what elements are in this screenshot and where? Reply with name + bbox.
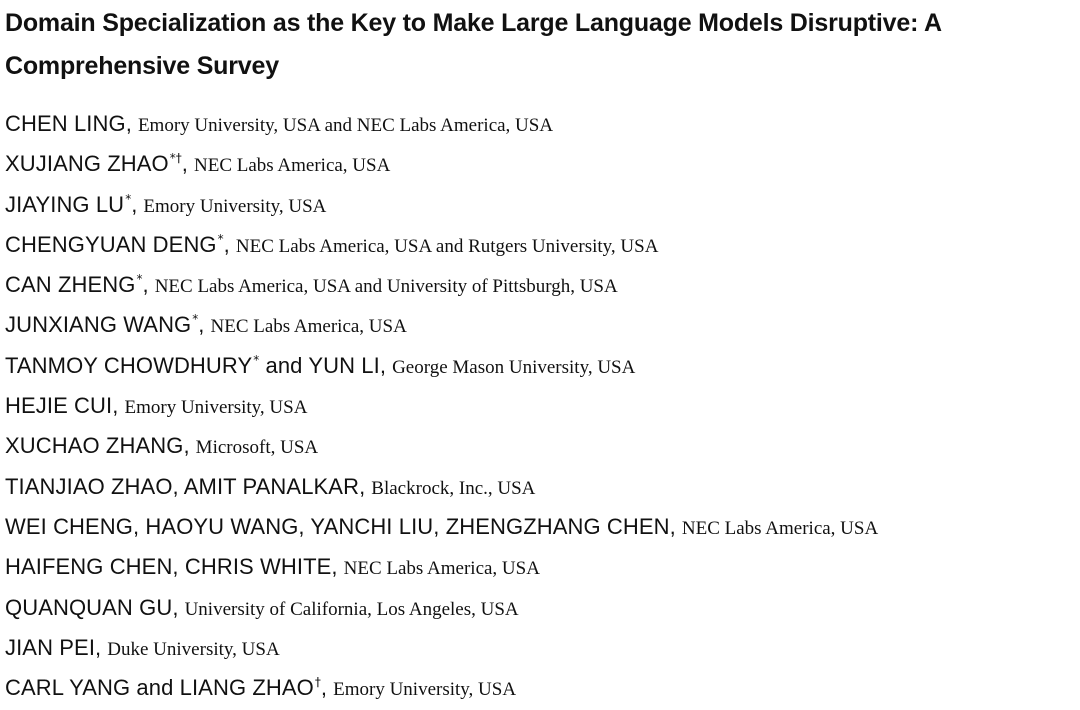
- author-line: WEI CHENG, HAOYU WANG, YANCHI LIU, ZHENGZHANG CHEN, NEC Labs America, USA: [5, 513, 879, 539]
- footnote-marks: *†: [169, 151, 182, 166]
- author-line: CAN ZHENG*, NEC Labs America, USA and University of Pittsburgh, USA: [5, 272, 618, 298]
- footnote-marks: *: [192, 312, 199, 327]
- author-line: HAIFENG CHEN, CHRIS WHITE, NEC Labs America, USA: [5, 554, 540, 580]
- author-affiliation: NEC Labs America, USA: [343, 558, 540, 580]
- footnote-marks: *: [136, 272, 143, 287]
- footnote-marks: *: [217, 231, 224, 246]
- footnote-marks: *: [253, 352, 260, 367]
- author-line: QUANQUAN GU, University of California, Los Angeles, USA: [5, 594, 519, 620]
- author-names: CARL YANG and LIANG ZHAO: [5, 675, 314, 701]
- author-affiliation: NEC Labs America, USA: [194, 155, 391, 177]
- author-line: CARL YANG and LIANG ZHAO†, Emory University, USA: [5, 675, 517, 701]
- author-line: CHEN LING, Emory University, USA and NEC Labs America, USA: [5, 111, 554, 136]
- author-affiliation: Emory University, USA: [143, 195, 327, 217]
- author-names: JIAN PEI: [5, 634, 96, 660]
- author-affiliation: Blackrock, Inc., USA: [371, 477, 536, 499]
- author-affiliation: Emory University, USA and NEC Labs America, USA: [137, 115, 554, 136]
- author-line: XUCHAO ZHANG, Microsoft, USA: [5, 433, 319, 459]
- author-affiliation: Emory University, USA: [124, 397, 308, 419]
- author-names: CAN ZHENG: [5, 272, 136, 298]
- author-names: JIAYING LU: [5, 191, 125, 217]
- author-affiliation: George Mason University, USA: [392, 356, 636, 378]
- author-line: XUJIANG ZHAO*†, NEC Labs America, USA: [5, 151, 391, 177]
- author-names: CHEN LING: [5, 111, 126, 136]
- author-names: CHENGYUAN DENG: [5, 231, 217, 257]
- author-line: HEJIE CUI, Emory University, USA: [5, 393, 308, 419]
- author-affiliation: NEC Labs America, USA: [210, 316, 407, 338]
- author-affiliation: NEC Labs America, USA and Rutgers University, USA: [235, 235, 659, 257]
- footnote-marks: *: [125, 191, 132, 206]
- author-names: HAIFENG CHEN, CHRIS WHITE: [5, 554, 332, 580]
- author-line: CHENGYUAN DENG*, NEC Labs America, USA and Rutgers University, USA: [5, 231, 659, 257]
- author-line: JIAYING LU*, Emory University, USA: [5, 191, 327, 217]
- author-names: XUCHAO ZHANG: [5, 433, 184, 459]
- author-line: TANMOY CHOWDHURY* and YUN LI, George Mason University, USA: [5, 352, 636, 378]
- author-names: JUNXIANG WANG: [5, 312, 192, 338]
- author-affiliation: Microsoft, USA: [195, 437, 319, 459]
- author-affiliation: Duke University, USA: [107, 638, 280, 660]
- author-affiliation: NEC Labs America, USA and University of Pittsburgh, USA: [154, 276, 618, 298]
- author-names: QUANQUAN GU: [5, 594, 173, 620]
- author-names: TIANJIAO ZHAO, AMIT PANALKAR: [5, 473, 360, 499]
- author-names-continued: and YUN LI: [259, 352, 380, 378]
- author-names: HEJIE CUI: [5, 393, 113, 419]
- author-names: XUJIANG ZHAO: [5, 151, 169, 177]
- author-list: [5, 104, 1080, 708]
- author-line: JIAN PEI, Duke University, USA: [5, 634, 280, 660]
- author-names: WEI CHENG, HAOYU WANG, YANCHI LIU, ZHENGZHANG CHEN: [5, 513, 670, 539]
- author-line: TIANJIAO ZHAO, AMIT PANALKAR, Blackrock, Inc., USA: [5, 473, 536, 499]
- author-affiliation: Emory University, USA: [333, 679, 517, 701]
- author-affiliation: NEC Labs America, USA: [681, 517, 879, 539]
- paper-title: Domain Specialization as the Key to Make Large Language Models Disruptive: A Comprehensive Survey: [5, 9, 941, 80]
- author-names: TANMOY CHOWDHURY: [5, 352, 253, 378]
- author-line: JUNXIANG WANG*, NEC Labs America, USA: [5, 312, 407, 338]
- author-affiliation: University of California, Los Angeles, USA: [184, 598, 519, 620]
- footnote-marks: †: [314, 675, 321, 690]
